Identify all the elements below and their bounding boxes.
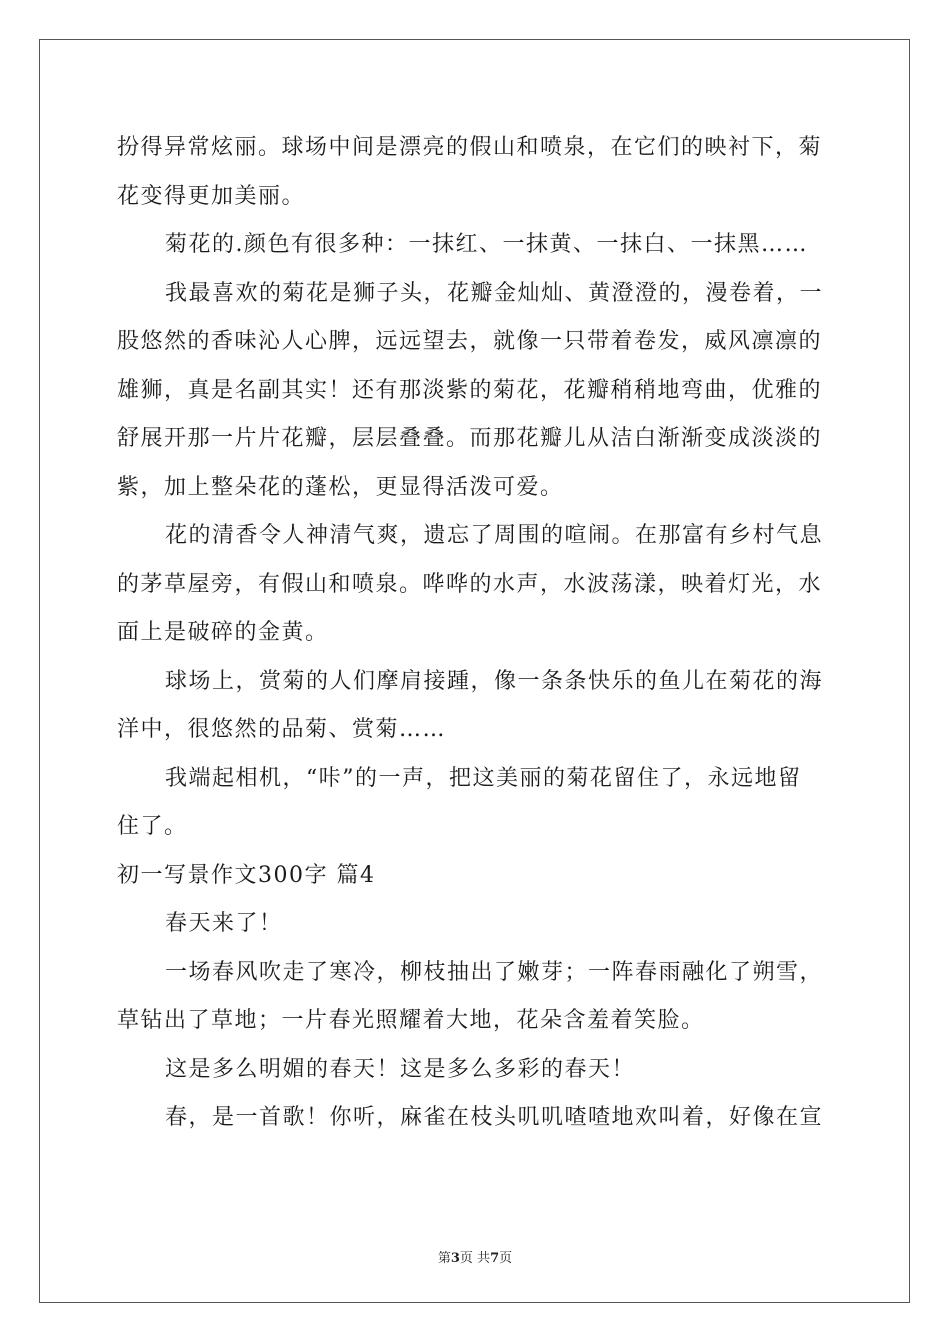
text-line: 花的清香令人神清气爽，遗忘了周围的喧闹。在那富有乡村气息 [165, 523, 824, 548]
page-footer [0, 1247, 950, 1266]
text-line: 球场上，赏菊的人们摩肩接踵，像一条条快乐的鱼儿在菊花的海 [165, 668, 824, 694]
text-line: 这是多么明媚的春天！这是多么多彩的春天！ [165, 1056, 636, 1082]
text-line: 花变得更加美丽。 [117, 183, 306, 209]
text-line: 面上是破碎的金黄。 [117, 620, 329, 645]
footer-prefix: 第 [437, 1251, 451, 1266]
text-line: 一场春风吹走了寒冷，柳枝抽出了嫩芽；一阵春雨融化了朔雪， [165, 959, 824, 985]
footer-suffix: 页 [499, 1251, 513, 1266]
text-line: 的茅草屋旁，有假山和喷泉。哗哗的水声，水波荡漾，映着灯光，水 [117, 571, 823, 597]
text-line: 舒展开那一片片花瓣，层层叠叠。而那花瓣儿从洁白渐渐变成淡淡的 [117, 426, 823, 451]
text-line: 我端起相机，“咔”的一声，把这美丽的菊花留住了，永远地留 [165, 765, 802, 791]
text-line: 雄狮，真是名副其实！还有那淡紫的菊花，花瓣稍稍地弯曲，优雅的 [117, 377, 823, 403]
text-line: 春，是一首歌！你听，麻雀在枝头叽叽喳喳地欢叫着，好像在宣 [165, 1105, 824, 1130]
text-line: 紫，加上整朵花的蓬松，更显得活泼可爱。 [117, 474, 564, 500]
text-line: 洋中，很悠然的品菊、赏菊…… [117, 717, 447, 742]
section-heading: 初一写景作文300字 篇4 [117, 862, 376, 888]
text-line: 扮得异常炫丽。球场中间是漂亮的假山和喷泉，在它们的映衬下，菊 [117, 135, 823, 160]
document-body [117, 124, 833, 1143]
text-line: 我最喜欢的菊花是狮子头，花瓣金灿灿、黄澄澄的，漫卷着，一 [165, 280, 824, 306]
footer-mid: 页 共 [459, 1251, 491, 1266]
total-page-count: 7 [490, 1251, 500, 1266]
text-line: 草钻出了草地；一片春光照耀着大地，花朵含羞着笑脸。 [117, 1008, 705, 1033]
text-line: 春天来了！ [165, 911, 283, 936]
current-page-number: 3 [450, 1251, 460, 1266]
text-line: 股悠然的香味沁人心脾，远远望去，就像一只带着卷发，威风凛凛的 [117, 329, 823, 354]
text-line: 菊花的.颜色有很多种：一抹红、一抹黄、一抹白、一抹黑…… [165, 232, 808, 257]
text-line: 住了。 [117, 814, 188, 839]
